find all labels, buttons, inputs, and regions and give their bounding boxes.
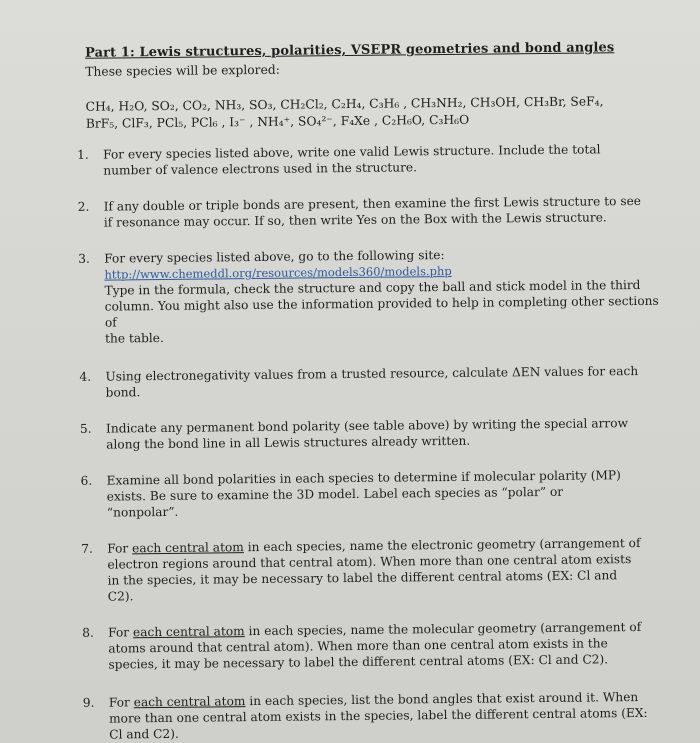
species-line-2: BrF₅, ClF₃, PCl₅, PCl₆ , I₃⁻ , NH₄⁺, SO₄²⁻, F₄Xe , C₂H₆O, C₃H₆O — [85, 112, 470, 131]
item-number: 2. — [77, 199, 90, 214]
instructions-list — [65, 141, 671, 743]
item-number: 3. — [78, 251, 90, 266]
underlined-text: each central atom — [133, 694, 246, 710]
item-line: exists. Be sure to examine the 3D model. Label each species as “polar” or — [106, 484, 564, 504]
item-number: 5. — [79, 421, 92, 436]
item-line: atoms around that central atom). When more than one central atom exists in the — [108, 636, 608, 656]
item-number: 8. — [82, 625, 94, 640]
item-number: 6. — [80, 473, 93, 488]
item-line: along the bond line in all Lewis structures already written. — [106, 433, 471, 452]
item-line: Indicate any permanent bond polarity (see table above) by writing the special arrow — [105, 416, 629, 436]
item-line: Using electronegativity values from a trusted resource, calculate ΔEN values for each — [105, 364, 639, 384]
instruction-item-9 — [82, 689, 671, 743]
item-line: electron regions around that central atom). When more than one central atom exists — [107, 552, 632, 572]
document-content — [64, 40, 671, 743]
item-number: 4. — [79, 369, 92, 384]
underlined-text: each central atom — [132, 624, 245, 640]
item-line: For every species listed above, go to the following site: — [104, 248, 445, 266]
instruction-item-8 — [82, 619, 670, 673]
item-line: Type in the formula, check the structure and copy the ball and stick model in the third — [104, 277, 641, 298]
item-line: C2). — [107, 589, 134, 604]
item-line: Examine all bond polarities in each species to determine if molecular polarity (MP) — [106, 468, 621, 488]
instruction-item-6 — [80, 467, 668, 521]
species-line-1: CH₄, H₂O, SO₂, CO₂, NH₃, SO₃, CH₂Cl₂, C₂H₄, C₃H₆ , CH₃NH₂, CH₃OH, CH₃Br, SeF₄, — [85, 94, 604, 114]
instruction-item-3 — [78, 245, 667, 347]
item-line: column. You might also use the information provided to help in completing other sections of — [104, 293, 659, 330]
instruction-item-7 — [81, 535, 670, 605]
item-line: “nonpolar”. — [106, 504, 179, 520]
intro-text: These species will be explored: — [85, 62, 280, 79]
item-text: For — [108, 625, 134, 640]
models360-link[interactable]: http://www.chemeddl.org/resources/models360/models.php — [104, 263, 452, 282]
item-line: more than one central atom exists in the species, label the different central atoms (EX: — [108, 705, 648, 726]
item-line: If any double or triple bonds are present, then examine the first Lewis structure to see — [103, 193, 642, 214]
item-text: For — [108, 695, 134, 710]
item-number: 7. — [81, 541, 93, 556]
item-line: number of valence electrons used in the structure. — [103, 160, 418, 178]
item-number: 1. — [77, 147, 89, 162]
underlined-text: each central atom — [132, 540, 244, 556]
item-text: For — [107, 541, 133, 556]
part-title: Part 1: Lewis structures, polarities, VSEPR geometries and bond angles — [84, 40, 615, 61]
instruction-item-2 — [77, 193, 666, 231]
species-list — [86, 93, 646, 133]
instruction-item-4 — [79, 363, 667, 401]
item-line: bond. — [105, 385, 141, 400]
item-line: species, it may be necessary to label the different central atoms (EX: Cl and C2). — [108, 652, 609, 672]
item-text: in each species, name the electronic geometry (arrangement of — [243, 535, 641, 555]
item-line: For every species listed above, write one valid Lewis structure. Include the total — [103, 142, 601, 162]
item-text: in each species, list the bond angles that exist around it. When — [245, 690, 639, 709]
item-line: Cl and C2). — [109, 726, 179, 742]
instruction-item-5 — [79, 415, 668, 453]
item-line: in the species, it may be necessary to label the different central atoms (EX: Cl and — [107, 568, 618, 588]
item-text: in each species, name the molecular geometry (arrangement of — [244, 619, 642, 639]
instruction-item-1 — [77, 141, 665, 179]
item-line: the table. — [104, 330, 164, 346]
item-line: if resonance may occur. If so, then write Yes on the Box with the Lewis structure. — [103, 210, 607, 230]
item-number: 9. — [82, 695, 95, 710]
